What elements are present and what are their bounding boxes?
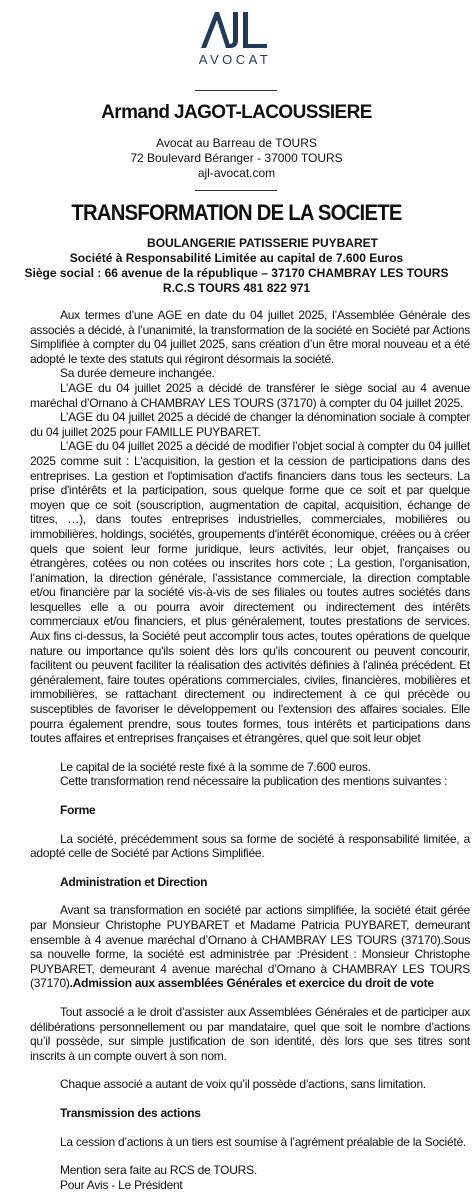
heading-forme: Forme — [60, 803, 96, 817]
ajl-monogram-icon — [197, 10, 273, 50]
paragraph-votes: Chaque associé a autant de voix qu’il possède d’actions, sans limitation. — [60, 1077, 426, 1092]
middle-divider — [195, 190, 277, 191]
notice-title: TRANSFORMATION DE LA SOCIETE — [71, 200, 402, 225]
company-seat: Siège social : 66 avenue de la république – 37170 CHAMBRAY LES TOURS — [24, 266, 449, 280]
paragraph-administration — [30, 903, 470, 991]
paragraph-capital: Le capital de la société reste fixé à la somme de 7.600 euros. — [60, 759, 371, 774]
heading-transmission: Transmission des actions — [60, 1105, 201, 1120]
paragraph-seat-transfer: L’AGE du 04 juillet 2025 a décidé de transférer le siège social au 4 avenue maréchal d’Ornano à CHAMBRAY LES TOURS (37170) à compter du 04 juillet 2025. — [30, 380, 470, 410]
heading-admission: .Admission aux assemblées Générales et exercice du droit de vote — [69, 976, 434, 991]
paragraph-publication: Cette transformation rend nécessaire la publication des mentions suivantes : — [60, 774, 448, 789]
company-name: BOULANGERIE PATISSERIE PUYBARET — [147, 236, 378, 250]
lawyer-address: 72 Boulevard Béranger - 37000 TOURS — [130, 151, 343, 165]
lawyer-name: Armand JAGOT-LACOUSSIERE — [101, 102, 372, 123]
paragraph-forme: La société, précédemment sous sa forme de société à responsabilité limitée, a adopté celle de Société par Actions Simplifiée. — [30, 831, 470, 861]
paragraph-object: L’AGE du 04 juillet 2025 a décidé de modifier l’objet social à compter du 04 juillet 2025 comme suit : L'acquisition, la gestion et la cession de participations dans des entreprises. La gestion et l'optimisation d'actifs financiers dans tous les secteurs. La prise d'intérêts et la participation, sous quelque forme que ce soit et par quelque moyen que ce soit (souscription, augmentation de capital, acquisition, échange de titres, …), dans toutes entreprises industrielles, commerciales, mobilières ou immobilières, holdings, sociétés, groupements d'intérêt économique, créées ou à créer quels que soient leur forme juridique, leurs activités, leur objet, françaises ou étrangères, cotées ou non cotées ou inscrites hors cote ; La gestion, l’organisation, l’animation, la direction générale, l’assistance commerciale, la direction comptable et/ou financière par la société vis-à-vis de ses filiales ou toutes autres sociétés dans lesquelles elle a ou pourra avoir directement ou indirectement des intérêts commerciaux et/ou financiers, et plus généralement, toutes prestations de services. Aux fins ci-dessus, la Société peut accomplir tous actes, toutes opérations de quelque nature ou importance qu'ils soient dès lors qu'ils concourent ou peuvent concourir, facilitent ou peuvent faciliter la réalisation des activités définies à l'alinéa précédent. Et généralement, faire toutes opérations commerciales, civiles, financières, mobilières et immobilières, se rattachant directement ou indirectement à ce qui précède ou susceptibles de favoriser le développement ou l'extension des affaires sociales. Elle pourra également prendre, sous toutes formes, tous intérêts et participations dans toutes affaires et entreprises françaises et étrangères, quel que soit leur objet — [30, 439, 470, 746]
lawyer-website: ajl-avocat.com — [197, 166, 276, 180]
paragraph-name-change: L’AGE du 04 juillet 2025 a décidé de changer la dénomination sociale à compter du 04 juillet 2025 pour FAMILLE PUYBARET. — [30, 410, 470, 439]
paragraph-transmission: La cession d’actions à un tiers est soumise à l’agrément préalable de la Société. — [60, 1134, 466, 1149]
company-rcs: R.C.S TOURS 481 822 971 — [162, 281, 311, 295]
top-divider — [195, 90, 277, 91]
notice-body — [30, 308, 470, 1192]
paragraph-admission: Tout associé a le droit d’assister aux Assemblées Générales et de participer aux délibérations personnellement ou par mandataire, quel que soit le nombre d’actions qu’il possède, sur simple justification de son identité, dès lors que ses titres sont inscrits à un compte ouvert à son nom. — [30, 1004, 470, 1063]
logo-subtitle: AVOCAT — [198, 52, 272, 67]
paragraph-signature: Pour Avis - Le Président — [60, 1177, 183, 1192]
ajl-logo — [180, 10, 290, 80]
company-form: Société à Responsabilité Limitée au capital de 7.600 Euros — [69, 251, 404, 265]
heading-administration: Administration et Direction — [60, 874, 208, 889]
lawyer-bar: Avocat au Barreau de TOURS — [156, 136, 317, 150]
company-block — [0, 236, 473, 296]
paragraph-transformation: Aux termes d’une AGE en date du 04 juillet 2025, l’Assemblée Générale des associés a décidé, à l’unanimité, la transformation de la société en Société par Actions Simplifiée à compter du 04 juillet 2025, sans création d’un être moral nouveau et a été adopté le texte des statuts qui régiront désormais la société. — [30, 308, 470, 366]
paragraph-rcs-mention: Mention sera faite au RCS de TOURS. — [60, 1163, 257, 1178]
administration-text: Avant sa transformation en société par actions simplifiée, la société était gérée par Monsieur Christophe PUYBARET et Madame Patricia PUYBARET, demeurant ensemble à 4 avenue maréchal d’Ornano à CHAMBRAY LES TOURS (37170).Sous sa nouvelle forme, la société est administrée par :Président : Monsieur Christophe PUYBARET, demeurant 4 avenue maréchal d’Ornano à CHAMBRAY LES TOURS (37170) — [30, 903, 470, 991]
paragraph-duration: Sa durée demeure inchangée. — [60, 366, 215, 381]
